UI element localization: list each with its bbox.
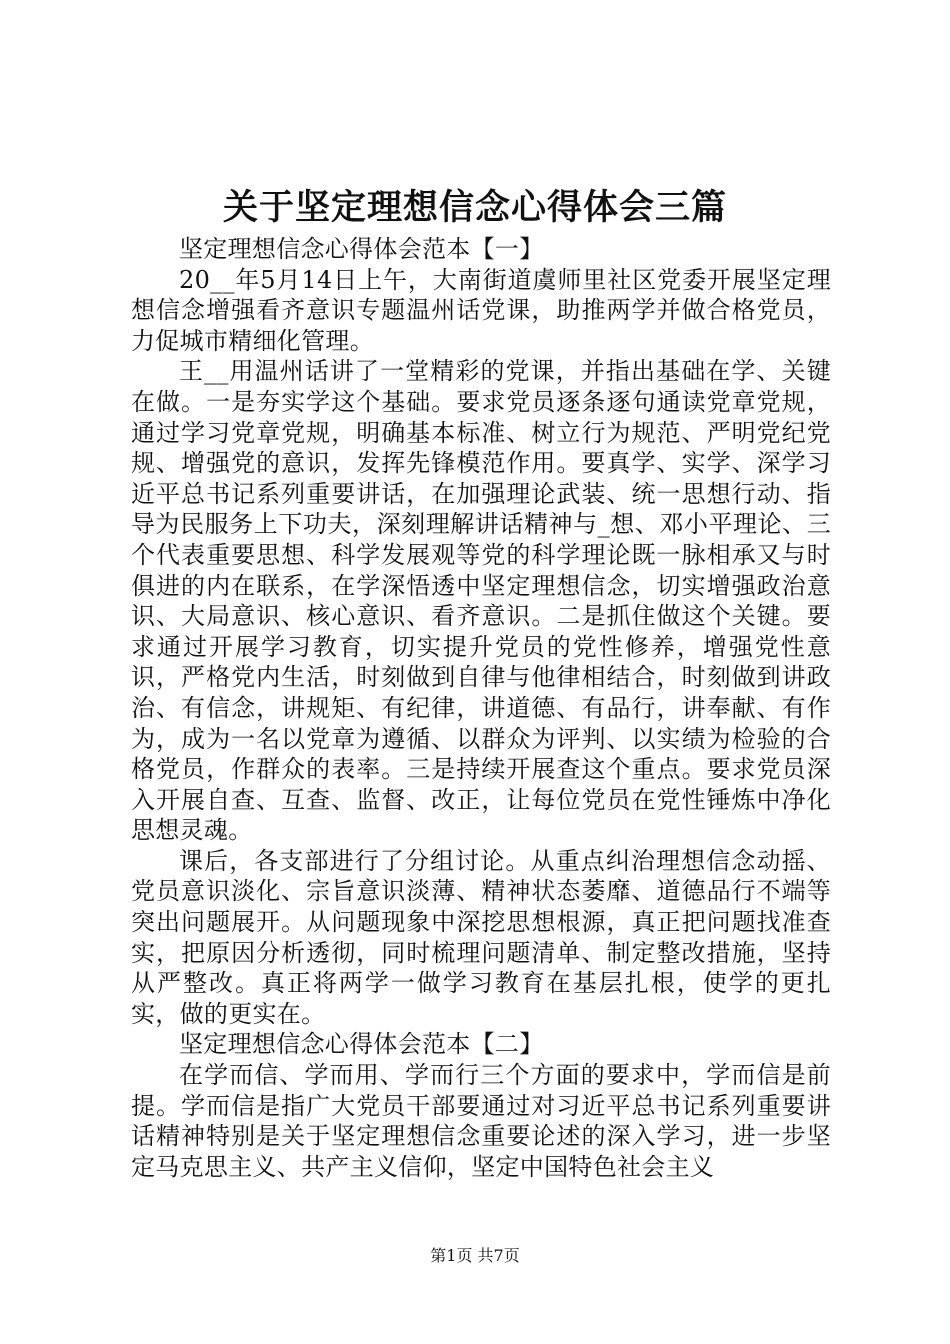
document-title: 关于坚定理想信念心得体会三篇: [222, 187, 727, 228]
page-footer: 第1页 共7页: [430, 1246, 520, 1265]
section-heading-2: 坚定理想信念心得体会范本【二】: [179, 1030, 544, 1059]
paragraph-4: 在学而信、学而用、学而行三个方面的要求中，学而信是前提。学而信是指广大党员干部要通过对习近平总书记系列重要讲话精神特别是关于坚定理想信念重要论述的深入学习，进一步坚定马克思主义、共产主义信仰，坚定中国特色社会主义: [131, 1061, 831, 1181]
paragraph-3: 课后，各支部进行了分组讨论。从重点纠治理想信念动摇、党员意识淡化、宗旨意识淡薄、精神状态萎靡、道德品行不端等突出问题展开。从问题现象中深挖思想根源，真正把问题找准查实，把原因分析透彻，同时梳理问题清单、制定整改措施，坚持从严整改。真正将两学一做学习教育在基层扎根，使学的更扎实，做的更实在。: [131, 846, 831, 1028]
paragraph-2: 王__用温州话讲了一堂精彩的党课，并指出基础在学、关键在做。一是夯实学这个基础。要求党员逐条逐句通读党章党规，通过学习党章党规，明确基本标准、树立行为规范、严明党纪党规、增强党的意识，发挥先锋模范作用。要真学、实学、深学习近平总书记系列重要讲话，在加强理论武装、统一思想行动、指导为民服务上下功夫，深刻理解讲话精神与_想、邓小平理论、三个代表重要思想、科学发展观等党的科学理论既一脉相承又与时俱进的内在联系，在学深悟透中坚定理想信念，切实增强政治意识、大局意识、核心意识、看齐意识。二是抓住做这个关键。要求通过开展学习教育，切实提升党员的党性修养，增强党性意识，严格党内生活，时刻做到自律与他律相结合，时刻做到讲政治、有信念，讲规矩、有纪律，讲道德、有品行，讲奉献、有作为，成为一名以党章为遵循、以群众为评判、以实绩为检验的合格党员，作群众的表率。三是持续开展查这个重点。要求党员深入开展自查、互查、监督、改正，让每位党员在党性锤炼中净化思想灵魂。: [131, 357, 831, 845]
section-heading-1: 坚定理想信念心得体会范本【一】: [179, 235, 544, 263]
document-body: [131, 234, 831, 1182]
paragraph-1: 20__年5月14日上午，大南街道虞师里社区党委开展坚定理想信念增强看齐意识专题温州话党课，助推两学并做合格党员，力促城市精细化管理。: [131, 265, 831, 355]
